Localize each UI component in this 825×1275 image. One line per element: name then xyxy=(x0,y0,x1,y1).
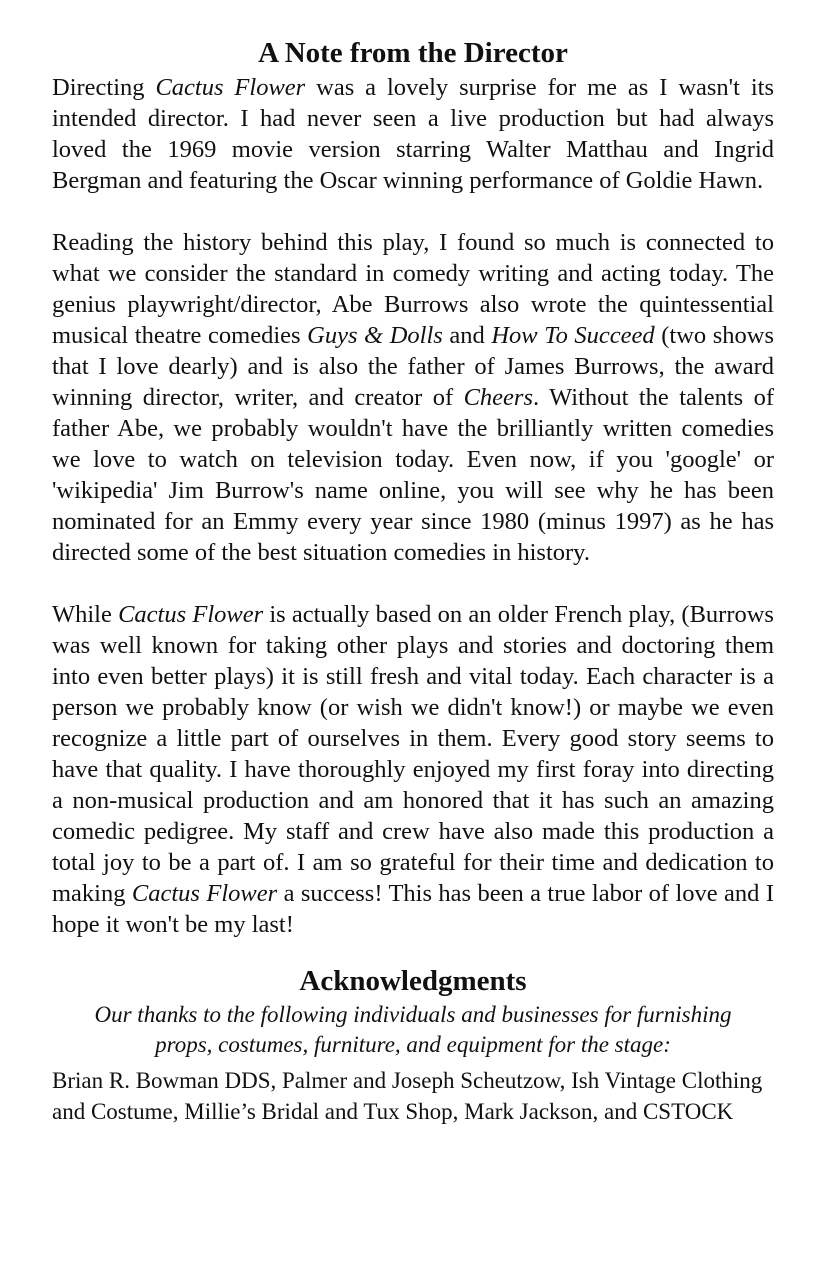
italic-title: Cactus Flower xyxy=(131,880,278,907)
italic-title: Cactus Flower xyxy=(155,74,306,101)
note-paragraph: Reading the history behind this play, I found so much is connected to what we consider the standard in comedy writing and acting today. The genius playwright/director, Abe Burrows also wrote the quintessential musical theatre comedies Guys & Dolls and How To Succeed (two shows that I love dearly) and is also the father of James Burrows, the award winning director, writer, and creator of Cheers. Without the talents of father Abe, we probably wouldn't have the brilliantly written comedies we love to watch on television today. Even now, if you 'google' or 'wikipedia' Jim Burrow's name online, you will see why he has been nominated for an Emmy every year since 1980 (minus 1997) as he has directed some of the best situation comedies in history. xyxy=(52,229,775,566)
director-note-title: A Note from the Director xyxy=(258,37,568,69)
italic-title: Guys & Dolls xyxy=(307,322,443,349)
italic-title: Cactus Flower xyxy=(118,601,264,628)
acknowledgments-intro-line: props, costumes, furniture, and equipment for the stage: xyxy=(155,1032,671,1057)
acknowledgments-list: Brian R. Bowman DDS, Palmer and Joseph Scheutzow, Ish Vintage Clothing and Costume, Millie’s Bridal and Tux Shop, Mark Jackson, and CSTOCK xyxy=(52,1068,763,1124)
program-page xyxy=(52,36,774,1127)
acknowledgments-intro-line: Our thanks to the following individuals and businesses for furnishing xyxy=(94,1002,732,1027)
note-paragraph: Directing Cactus Flower was a lovely surprise for me as I wasn't its intended director. I had never seen a live production but had always loved the 1969 movie version starring Walter Matthau and Ingrid Bergman and featuring the Oscar winning performance of Goldie Hawn. xyxy=(52,74,774,194)
acknowledgments-title: Acknowledgments xyxy=(299,965,527,997)
note-paragraph: While Cactus Flower is actually based on an older French play, (Burrows was well known for taking other plays and stories and doctoring them into even better plays) it is still fresh and vital today. Each character is a person we probably know (or wish we didn't know!) or maybe we even recognize a little part of ourselves in them. Every good story seems to have that quality. I have thoroughly enjoyed my first foray into directing a non-musical production and am honored that it has such an amazing comedic pedigree. My staff and crew have also made this production a total joy to be a part of. I am so grateful for their time and dedication to making Cactus Flower a success! This has been a true labor of love and I hope it won't be my last! xyxy=(52,601,774,938)
italic-title: Cheers xyxy=(463,384,534,411)
acknowledgments-intro xyxy=(52,1000,774,1060)
italic-title: How To Succeed xyxy=(491,322,655,349)
